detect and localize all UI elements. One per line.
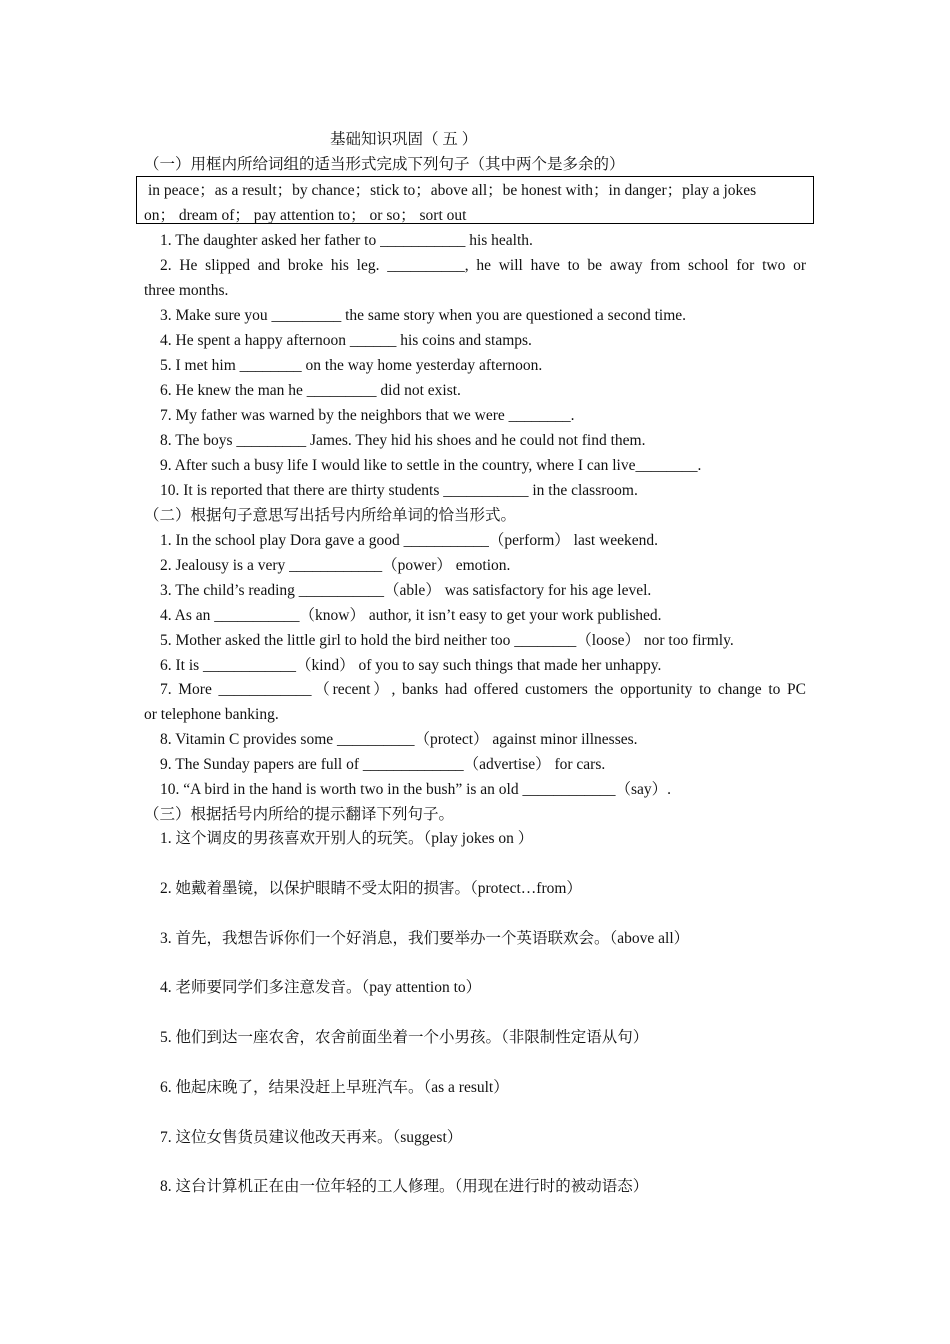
section3-heading: （三）根据括号内所给的提示翻译下列句子。 [144,806,455,823]
section1-heading: （一）用框内所给词组的适当形式完成下列句子（其中两个是多余的） [144,156,625,173]
section2-heading: （二）根据句子意思写出括号内所给单词的恰当形式。 [144,507,517,524]
s3-question-3: 3. 首先，我想告诉你们一个好消息，我们要举办一个英语联欢会。（above all） [160,930,690,947]
s1-question-8: 8. The boys _________ James. They hid his shoes and he could not find them. [160,432,646,449]
s2-question-4: 4. As an ___________（know） author, it isn’t easy to get your work published. [160,607,662,624]
s3-question-1: 1. 这个调皮的男孩喜欢开别人的玩笑。（play jokes on ） [160,830,534,847]
s1-question-5: 5. I met him ________ on the way home yesterday afternoon. [160,357,543,374]
s2-question-7: 7. More ____________（recent）, banks had offered customers the opportunity to change to PC [160,681,806,698]
s2-question-2: 2. Jealousy is a very ____________（power） emotion. [160,557,511,574]
s3-question-8: 8. 这台计算机正在由一位年轻的工人修理。（用现在进行时的被动语态） [160,1178,649,1195]
phrase-box-line1: in peace；as a result；by chance；stick to；above all；be honest with；in danger；play a jokes [148,182,757,199]
phrase-box [136,176,814,224]
s1-question-9: 9. After such a busy life I would like to settle in the country, where I can live________. [160,457,702,474]
s3-question-5: 5. 他们到达一座农舍，农舍前面坐着一个小男孩。（非限制性定语从句） [160,1029,649,1046]
s2-question-9: 9. The Sunday papers are full of _____________（advertise） for cars. [160,756,606,773]
s1-question-2-cont: three months. [144,282,229,299]
s1-question-6: 6. He knew the man he _________ did not exist. [160,382,461,399]
s3-question-4: 4. 老师要同学们多注意发音。（pay attention to） [160,979,482,996]
s1-question-1: 1. The daughter asked her father to ___________ his health. [160,232,533,249]
s2-question-8: 8. Vitamin C provides some __________（protect） against minor illnesses. [160,731,638,748]
s3-question-2: 2. 她戴着墨镜，以保护眼睛不受太阳的损害。（protect…from） [160,880,582,897]
s2-question-1: 1. In the school play Dora gave a good ___________（perform） last weekend. [160,532,659,549]
s1-question-4: 4. He spent a happy afternoon ______ his coins and stamps. [160,332,532,349]
s1-question-7: 7. My father was warned by the neighbors that we were ________. [160,407,575,424]
s2-question-5: 5. Mother asked the little girl to hold the bird neither too ________（loose） nor too firmly. [160,632,734,649]
page-title: 基础知识巩固（ 五 ） [330,131,478,148]
s1-question-3: 3. Make sure you _________ the same story when you are questioned a second time. [160,307,687,324]
s2-question-10: 10. “A bird in the hand is worth two in the bush” is an old ____________（say）. [160,781,672,798]
s3-question-6: 6. 他起床晚了，结果没赶上早班汽车。（as a result） [160,1079,509,1096]
s3-question-7: 7. 这位女售货员建议他改天再来。（suggest） [160,1129,463,1146]
s2-question-6: 6. It is ____________（kind） of you to say such things that made her unhappy. [160,657,662,674]
phrase-box-line2: on； dream of； pay attention to； or so； sort out [144,207,467,224]
s1-question-2: 2. He slipped and broke his leg. __________, he will have to be away from school for two or [160,257,806,274]
s1-question-10: 10. It is reported that there are thirty students ___________ in the classroom. [160,482,638,499]
s2-question-7-cont: or telephone banking. [144,706,279,723]
s2-question-3: 3. The child’s reading ___________（able） was satisfactory for his age level. [160,582,652,599]
